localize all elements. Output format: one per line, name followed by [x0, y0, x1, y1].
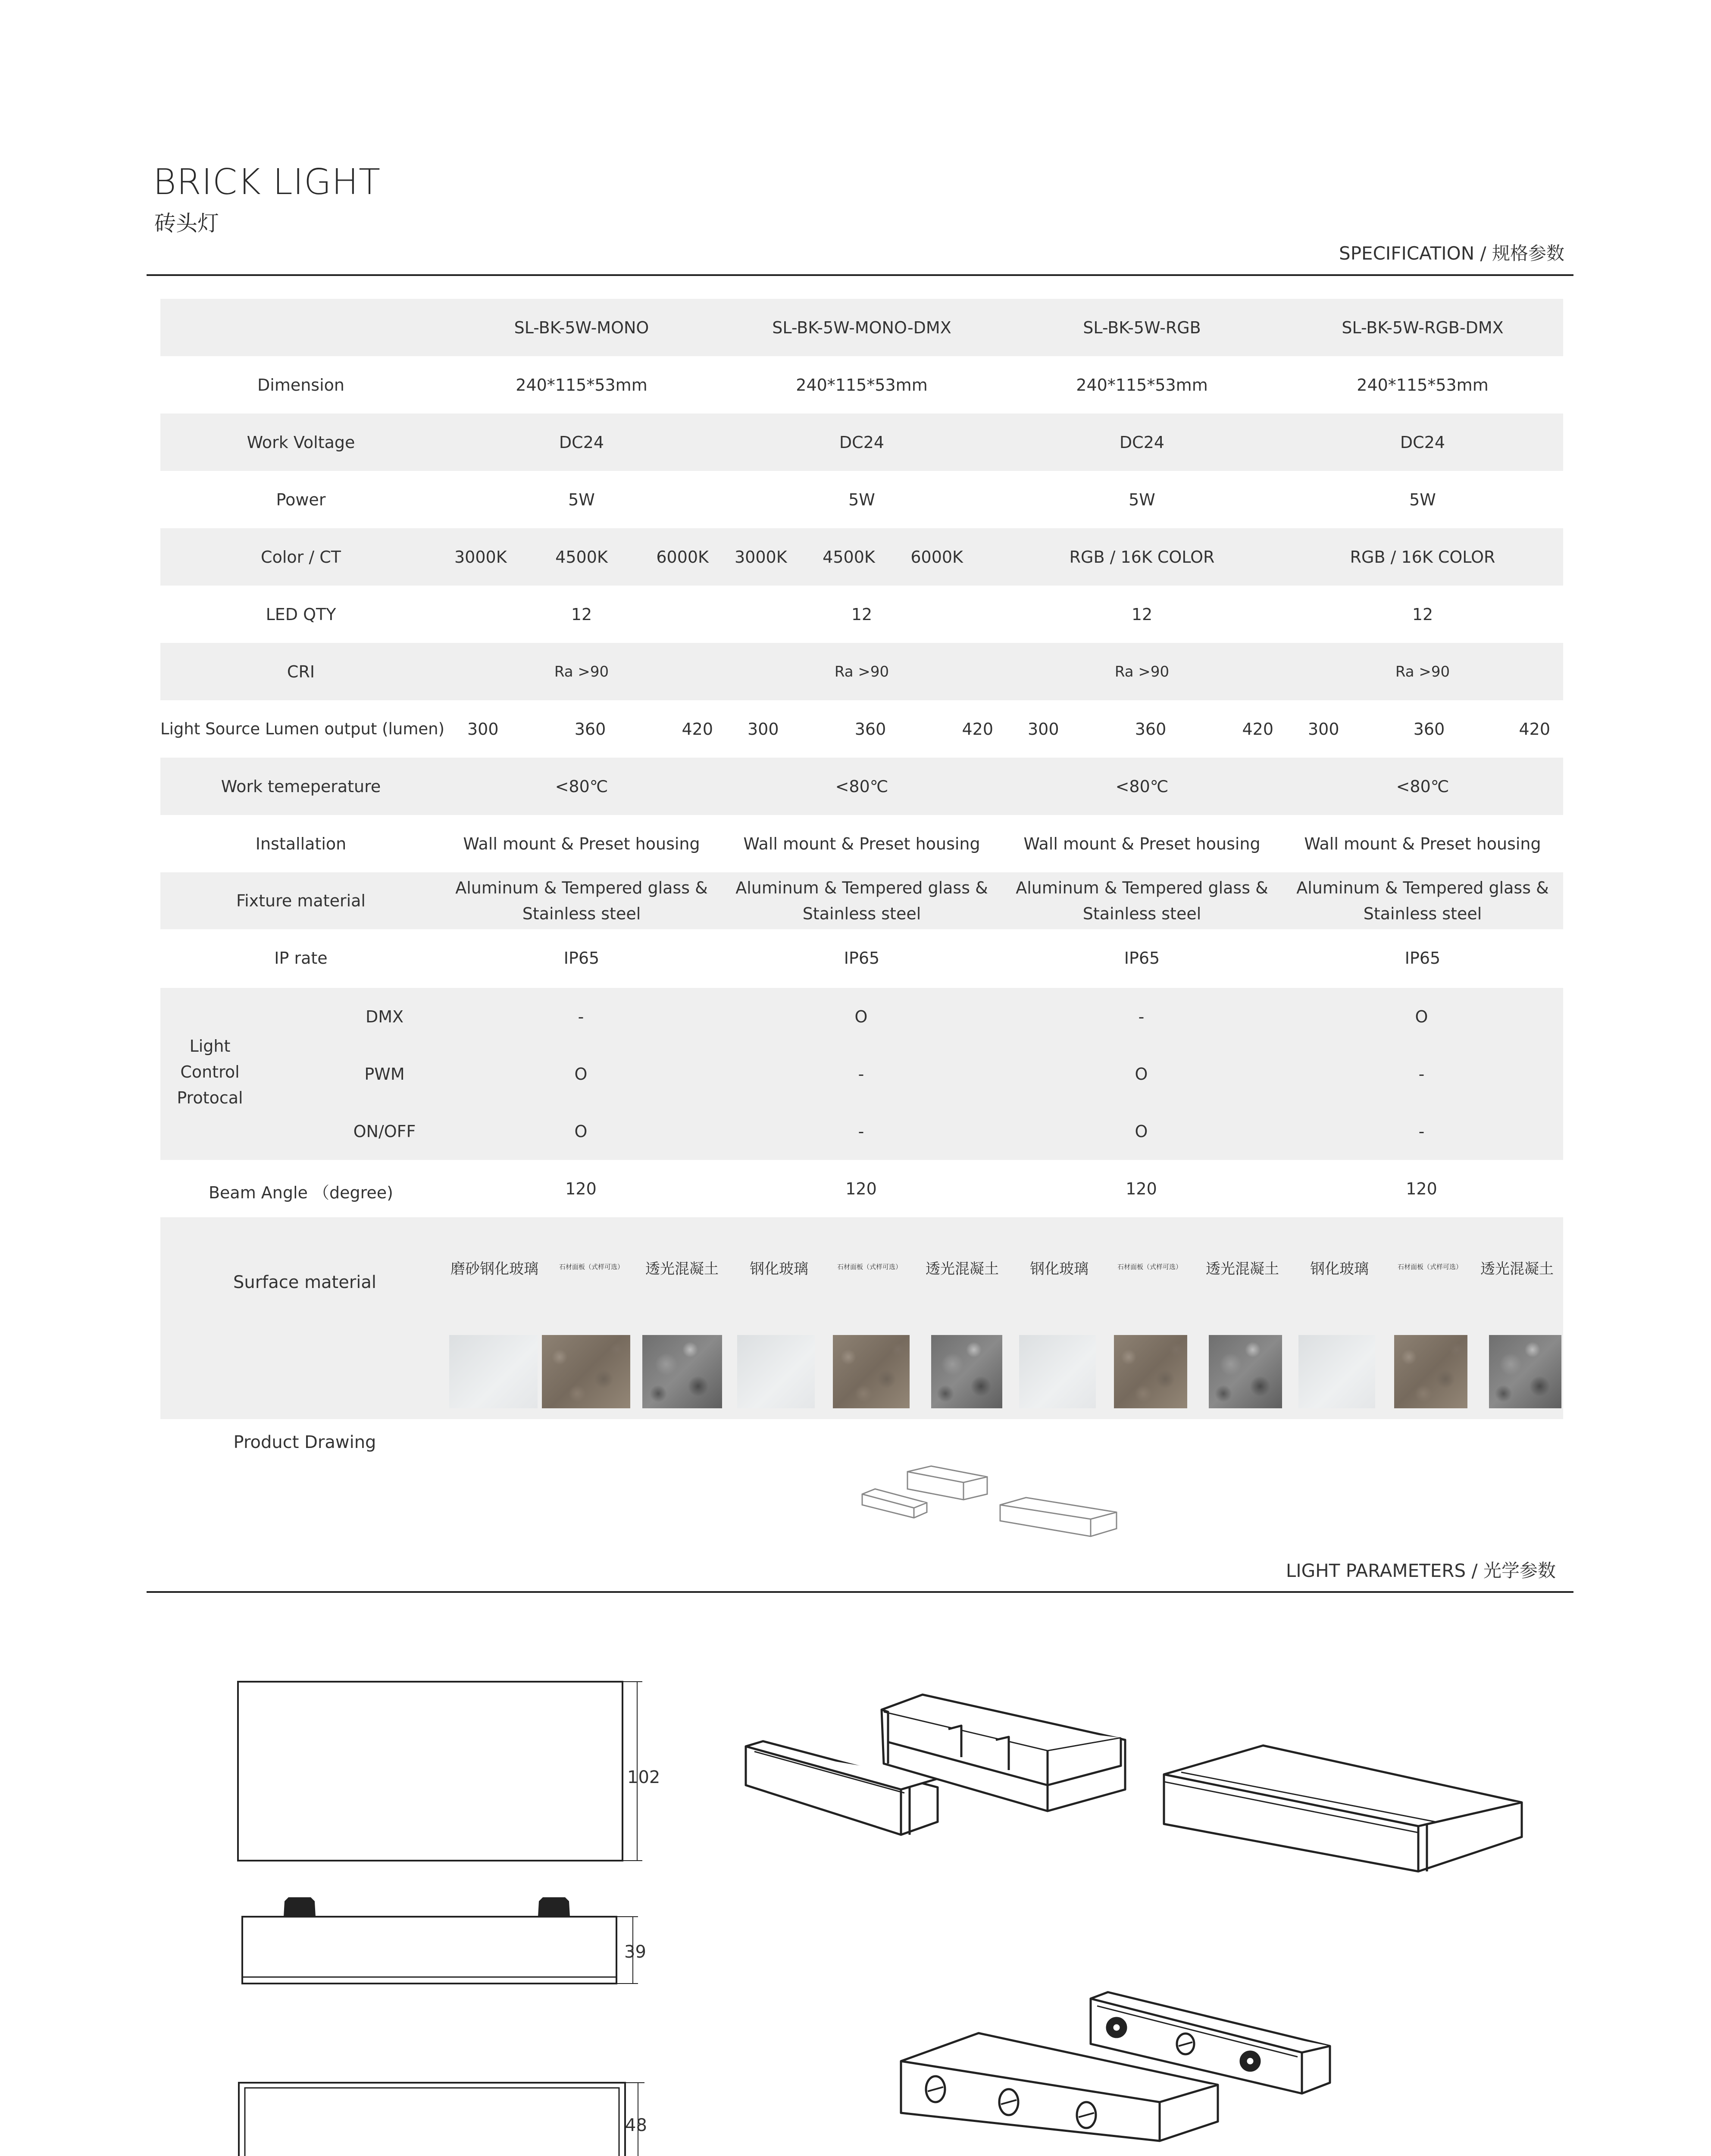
beam-value: 120 [565, 1179, 597, 1198]
material-name: 钢化玻璃 [1310, 1260, 1369, 1278]
cell-value: RGB / 16K COLOR [1002, 528, 1282, 586]
row-label: Work temeperature [160, 758, 441, 815]
dim-height-bottom: 48 [625, 2115, 647, 2135]
cell-value: DC24 [722, 414, 1002, 471]
cell-value: 5W [1409, 490, 1436, 509]
cell-value: 12 [851, 605, 873, 624]
concrete-swatch [642, 1335, 722, 1408]
cell-value: <80℃ [722, 758, 1002, 815]
lumen-value: 300 [1308, 719, 1339, 739]
lumen-value: 420 [1519, 719, 1550, 739]
stone-swatch [1394, 1335, 1467, 1408]
page-subtitle: 砖头灯 [154, 211, 219, 236]
lumen-value: 360 [574, 719, 606, 739]
cell-value: 240*115*53mm [1357, 375, 1489, 395]
lumen-row [160, 700, 1563, 758]
cell-value [722, 872, 1002, 929]
lumen-value: 420 [682, 719, 713, 739]
lumen-value: 360 [1413, 719, 1445, 739]
stone-swatch [833, 1335, 910, 1408]
row-label: LED QTY [266, 605, 336, 624]
onoff-value: O [574, 1122, 588, 1141]
dmx-value: O [1415, 1007, 1428, 1026]
models-row [160, 299, 1563, 356]
concrete-swatch [1489, 1335, 1561, 1408]
dimension-row [160, 356, 1563, 414]
cell-value: 240*115*53mm [796, 375, 928, 395]
cell-value: IP65 [563, 948, 600, 968]
cell-value: <80℃ [441, 758, 722, 815]
material-name: 石材面板（式样可选） [1397, 1263, 1462, 1271]
beam-angle-row [160, 1160, 1563, 1217]
protocol-label-line: Protocal [177, 1088, 243, 1107]
fixture-row [160, 872, 1563, 929]
ct-value: 6000K [656, 547, 709, 567]
cell-value: <80℃ [1002, 758, 1282, 815]
cell-value: Wall mount & Preset housing [743, 834, 980, 853]
row-label: Installation [255, 834, 347, 853]
frosted-glass-swatch [449, 1335, 538, 1408]
lumen-value: 360 [854, 719, 886, 739]
orthographic-drawings [224, 1673, 681, 2156]
beam-value: 120 [1126, 1179, 1157, 1198]
lumen-value: 300 [467, 719, 499, 739]
material-name: 钢化玻璃 [1030, 1260, 1089, 1278]
beam-value: 120 [1406, 1179, 1437, 1198]
fixture-line: Stainless steel [802, 904, 921, 923]
lumen-value: 420 [1242, 719, 1273, 739]
row-label: Beam Angle （degree) [208, 1183, 394, 1202]
dmx-value: - [1138, 1007, 1145, 1026]
cell-value: Wall mount & Preset housing [1023, 834, 1261, 853]
concrete-swatch [931, 1335, 1002, 1408]
material-name: 透光混凝土 [1206, 1260, 1279, 1278]
cell-value: <80℃ [1282, 758, 1563, 815]
pwm-value: - [858, 1065, 864, 1084]
protocol-label-line: Light [189, 1037, 231, 1056]
row-label: Dimension [257, 375, 344, 395]
material-name: 石材面板（式样可选） [837, 1263, 902, 1271]
cell-value: IP65 [844, 948, 880, 968]
cell-value: Ra >90 [1282, 643, 1563, 700]
material-name: 磨砂钢化玻璃 [450, 1260, 538, 1278]
product-thumbnail [858, 1464, 1125, 1548]
cell-value [722, 528, 1002, 586]
fixture-line: Aluminum & Tempered glass & [735, 878, 988, 897]
protocol-block [160, 988, 1563, 1160]
isometric-drawings [729, 1682, 1530, 2156]
cell-value: Wall mount & Preset housing [463, 834, 700, 853]
ct-value: 3000K [454, 547, 507, 567]
material-name: 石材面板（式样可选） [559, 1263, 624, 1271]
cell-value: 240*115*53mm [516, 375, 647, 395]
pwm-value: O [574, 1065, 588, 1084]
model-name: SL-BK-5W-MONO [441, 299, 722, 356]
row-label: Light Source Lumen output (lumen) [160, 720, 445, 738]
light-parameters-heading: LIGHT PARAMETERS / 光学参数 [1286, 1560, 1556, 1581]
pwm-value: - [1418, 1065, 1425, 1084]
fixture-line: Stainless steel [1082, 904, 1201, 923]
front-view [239, 2083, 625, 2156]
cell-value: RGB / 16K COLOR [1282, 528, 1563, 586]
dim-height-side: 39 [624, 1942, 646, 1962]
pwm-value: O [1135, 1065, 1148, 1084]
cell-value: DC24 [441, 414, 722, 471]
surface-material-block [160, 1217, 1563, 1419]
stone-swatch [1114, 1335, 1187, 1408]
ct-value: 6000K [910, 547, 963, 567]
fixture-line: Aluminum & Tempered glass & [1296, 878, 1549, 897]
ct-value: 4500K [555, 547, 608, 567]
cell-value: 240*115*53mm [1076, 375, 1208, 395]
side-view [242, 1917, 616, 1984]
cell-value [441, 528, 722, 586]
cell-value: Ra >90 [441, 643, 722, 700]
model-name: SL-BK-5W-RGB-DMX [1282, 299, 1563, 356]
lumen-value: 360 [1135, 719, 1167, 739]
cri-row [160, 643, 1563, 700]
header-divider [147, 274, 1573, 276]
glass-swatch [1298, 1335, 1375, 1408]
assembled-light-drawing [1164, 1745, 1522, 1871]
cell-value [1002, 700, 1282, 758]
ip-row [160, 929, 1563, 987]
row-label: Power [276, 490, 326, 509]
protocol-label [160, 1033, 260, 1111]
section-divider [147, 1591, 1573, 1593]
material-name: 透光混凝土 [645, 1260, 719, 1278]
row-label: Fixture material [160, 872, 441, 929]
cell-value: Wall mount & Preset housing [1304, 834, 1541, 853]
cell-value: 5W [848, 490, 875, 509]
protocol-dmx-label: DMX [365, 1007, 404, 1026]
fixture-line: Aluminum & Tempered glass & [1016, 878, 1268, 897]
cell-value: 12 [1412, 605, 1433, 624]
cell-value: 5W [1129, 490, 1155, 509]
color-ct-row [160, 528, 1563, 586]
cell-value [1282, 700, 1563, 758]
protocol-label-line: Control [180, 1062, 240, 1081]
cell-value [1282, 872, 1563, 929]
row-label: Color / CT [160, 528, 441, 586]
concrete-swatch [1209, 1335, 1282, 1408]
work-temp-row [160, 758, 1563, 815]
cell-value: 5W [568, 490, 595, 509]
lumen-value: 300 [1028, 719, 1059, 739]
cell-value [441, 872, 722, 929]
cell-value: IP65 [1124, 948, 1160, 968]
model-name: SL-BK-5W-MONO-DMX [722, 299, 1002, 356]
cell-value: Ra >90 [722, 643, 1002, 700]
cell-value: 12 [571, 605, 592, 624]
material-name: 钢化玻璃 [750, 1260, 808, 1278]
row-label: Work Voltage [160, 414, 441, 471]
onoff-value: - [858, 1122, 864, 1141]
product-drawing-label: Product Drawing [233, 1432, 376, 1452]
stone-swatch [542, 1335, 630, 1408]
material-name: 石材面板（式样可选） [1117, 1263, 1182, 1271]
cell-value: IP65 [1404, 948, 1441, 968]
fixture-line: Stainless steel [1363, 904, 1482, 923]
cell-value: Ra >90 [1002, 643, 1282, 700]
onoff-value: - [1418, 1122, 1425, 1141]
onoff-value: O [1135, 1122, 1148, 1141]
ct-value: 3000K [735, 547, 787, 567]
material-name: 透光混凝土 [926, 1260, 999, 1278]
cell-value: DC24 [1282, 414, 1563, 471]
cell-value [1002, 872, 1282, 929]
cell-value: 12 [1131, 605, 1153, 624]
material-name: 透光混凝土 [1480, 1260, 1554, 1278]
models-label [160, 299, 441, 356]
voltage-row [160, 414, 1563, 471]
lumen-value: 300 [748, 719, 779, 739]
glass-swatch [1019, 1335, 1096, 1408]
row-label: IP rate [274, 948, 328, 968]
specification-heading: SPECIFICATION / 规格参数 [1339, 243, 1564, 264]
fixture-line: Aluminum & Tempered glass & [455, 878, 708, 897]
top-view [238, 1682, 622, 1861]
fixture-line: Stainless steel [522, 904, 641, 923]
ct-value: 4500K [823, 547, 875, 567]
protocol-pwm-label: PWM [364, 1065, 405, 1084]
row-label: CRI [160, 643, 441, 700]
led-qty-row [160, 586, 1563, 643]
cell-value [722, 700, 1002, 758]
installation-row [160, 815, 1563, 872]
model-name: SL-BK-5W-RGB [1002, 299, 1282, 356]
surface-material-label: Surface material [233, 1272, 377, 1292]
power-row [160, 471, 1563, 528]
page-title: BRICK LIGHT [153, 162, 381, 203]
dmx-value: O [854, 1007, 868, 1026]
beam-value: 120 [845, 1179, 877, 1198]
cell-value: DC24 [1002, 414, 1282, 471]
cell-value [441, 700, 722, 758]
spec-table [160, 299, 1563, 987]
dim-height-top: 102 [627, 1767, 660, 1787]
protocol-onoff-label: ON/OFF [353, 1122, 416, 1141]
lumen-value: 420 [962, 719, 993, 739]
glass-swatch [737, 1335, 815, 1408]
dmx-value: - [578, 1007, 584, 1026]
